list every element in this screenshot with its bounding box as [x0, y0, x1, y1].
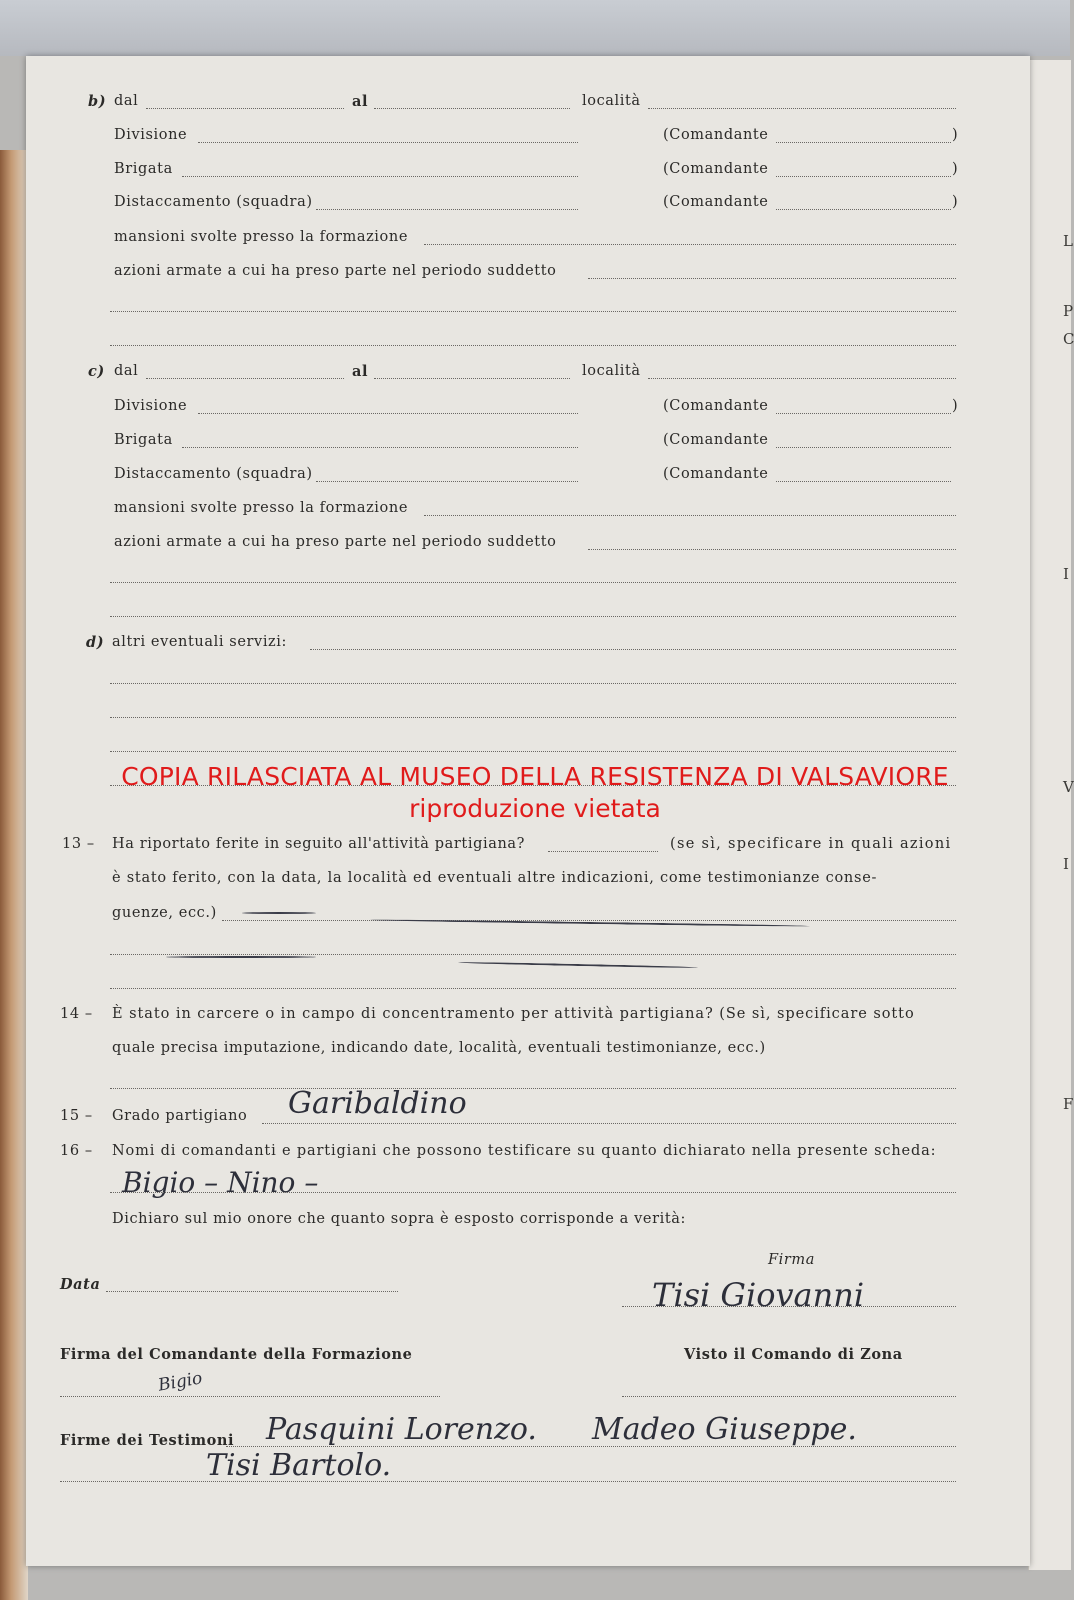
section-b-al-field[interactable]	[374, 108, 570, 109]
section-c-brigata-comandante-label: (Comandante	[663, 432, 769, 448]
section-c-azioni-field[interactable]	[588, 549, 956, 550]
section-b-azioni-field[interactable]	[588, 278, 956, 279]
testimoni-label: Firme dei Testimoni	[60, 1432, 235, 1449]
section-d-field-3[interactable]	[110, 717, 956, 718]
q16-handwritten-value: Bigio – Nino –	[122, 1166, 319, 1199]
side-letter: V	[1063, 778, 1074, 796]
firma-handwritten: Tisi Giovanni	[652, 1276, 865, 1314]
section-b-brigata-comandante-field[interactable]	[776, 176, 951, 177]
paren-close: )	[952, 398, 959, 414]
section-b-mansioni-field[interactable]	[424, 244, 956, 245]
section-c-divisione-field[interactable]	[198, 413, 578, 414]
section-b-divisione-comandante-label: (Comandante	[663, 127, 769, 143]
section-b-distaccamento-field[interactable]	[316, 209, 578, 210]
section-d-field-4[interactable]	[110, 751, 956, 752]
section-c-mansioni-label: mansioni svolte presso la formazione	[114, 500, 408, 516]
section-c-azioni-label: azioni armate a cui ha preso parte nel periodo suddetto	[114, 534, 557, 550]
section-c-brigata-label: Brigata	[114, 432, 173, 448]
section-b-brigata-comandante-label: (Comandante	[663, 161, 769, 177]
section-c-brigata-comandante-field[interactable]	[776, 447, 951, 448]
section-c-distaccamento-comandante-label: (Comandante	[663, 466, 769, 482]
q13-details-field-2[interactable]	[110, 954, 956, 955]
q15-number: 15 –	[60, 1108, 93, 1124]
q14-number: 14 –	[60, 1006, 93, 1022]
section-c-distaccamento-comandante-field[interactable]	[776, 481, 951, 482]
section-c-azioni-field-3[interactable]	[110, 616, 956, 617]
section-b-distaccamento-comandante-label: (Comandante	[663, 194, 769, 210]
visto-comando-label: Visto il Comando di Zona	[684, 1346, 903, 1363]
section-c-divisione-label: Divisione	[114, 398, 188, 414]
section-b-divisione-field[interactable]	[198, 142, 578, 143]
section-b-brigata-field[interactable]	[182, 176, 578, 177]
section-c-localita-label: località	[582, 363, 641, 379]
section-b-mansioni-label: mansioni svolte presso la formazione	[114, 229, 408, 245]
section-d-label: altri eventuali servizi:	[112, 634, 288, 650]
watermark-reproduction-notice: riproduzione vietata	[409, 794, 661, 823]
comandante-handwritten: Bigio	[156, 1368, 204, 1396]
section-b-azioni-field-3[interactable]	[110, 345, 956, 346]
firma-label: Firma	[768, 1252, 816, 1268]
section-b-divisione-comandante-field[interactable]	[776, 142, 951, 143]
section-b-localita-label: località	[582, 93, 641, 109]
section-d-field-2[interactable]	[110, 683, 956, 684]
side-letter: L	[1063, 232, 1073, 250]
side-letter: C	[1063, 330, 1074, 348]
section-c-al-field[interactable]	[374, 378, 570, 379]
section-c-dal-field[interactable]	[146, 378, 344, 379]
data-label: Data	[60, 1276, 101, 1293]
q16-number: 16 –	[60, 1143, 93, 1159]
section-b-azioni-label: azioni armate a cui ha preso parte nel periodo suddetto	[114, 263, 557, 279]
q13-question: Ha riportato ferite in seguito all'attività partigiana?	[112, 836, 526, 852]
declaration-text: Dichiaro sul mio onore che quanto sopra è esposto corrisponde a verità:	[112, 1211, 687, 1227]
section-b-brigata-label: Brigata	[114, 161, 173, 177]
section-b-divisione-label: Divisione	[114, 127, 188, 143]
q13-answer-field[interactable]	[548, 851, 658, 852]
watermark-copy-notice: COPIA RILASCIATA AL MUSEO DELLA RESISTENZA DI VALSAVIORE	[121, 762, 949, 791]
visto-comando-field[interactable]	[622, 1396, 956, 1397]
q13-details-field-3[interactable]	[110, 988, 956, 989]
q14-answer-field[interactable]	[110, 1088, 956, 1089]
comandante-formazione-field[interactable]	[60, 1396, 440, 1397]
section-b-localita-field[interactable]	[648, 108, 956, 109]
section-c-mansioni-field[interactable]	[424, 515, 956, 516]
q13-question-line3: guenze, ecc.)	[112, 905, 217, 921]
comandante-formazione-label: Firma del Comandante della Formazione	[60, 1346, 413, 1363]
section-b-dal-label: dal	[114, 93, 139, 109]
q16-field[interactable]	[110, 1192, 956, 1193]
section-b-distaccamento-label: Distaccamento (squadra)	[114, 194, 313, 210]
q15-label: Grado partigiano	[112, 1108, 248, 1124]
q14-question: È stato in carcere o in campo di concentramento per attività partigiana? (Se sì, specificare sotto	[112, 1006, 915, 1022]
date-field[interactable]	[106, 1291, 398, 1292]
side-letter: F	[1063, 1095, 1074, 1113]
testimone-signature: Madeo Giuseppe.	[592, 1412, 857, 1447]
section-c-distaccamento-field[interactable]	[316, 481, 578, 482]
testimoni-field-2[interactable]	[60, 1481, 956, 1482]
section-c-dal-label: dal	[114, 363, 139, 379]
q13-number: 13 –	[62, 836, 95, 852]
section-b-azioni-field-2[interactable]	[110, 311, 956, 312]
backdrop-left	[0, 150, 28, 1600]
testimone-signature: Tisi Bartolo.	[206, 1448, 392, 1483]
section-c-divisione-comandante-label: (Comandante	[663, 398, 769, 414]
section-b-al-label: al	[352, 93, 369, 110]
paren-close: )	[952, 194, 959, 210]
handwritten-dash	[458, 961, 698, 968]
q16-label: Nomi di comandanti e partigiani che possono testificare su quanto dichiarato nella presente scheda:	[112, 1143, 937, 1159]
section-d-field[interactable]	[310, 649, 956, 650]
section-c-divisione-comandante-field[interactable]	[776, 413, 951, 414]
q15-field[interactable]	[262, 1123, 956, 1124]
paren-close: )	[952, 161, 959, 177]
section-c-localita-field[interactable]	[648, 378, 956, 379]
section-c-al-label: al	[352, 363, 369, 380]
section-b-dal-field[interactable]	[146, 108, 344, 109]
q14-question-line2: quale precisa imputazione, indicando date, località, eventuali testimonianze, ecc.)	[112, 1040, 766, 1056]
handwritten-dash	[242, 912, 316, 914]
q15-handwritten-value: Garibaldino	[288, 1086, 467, 1121]
side-letter: I	[1063, 855, 1069, 873]
backdrop-top	[0, 0, 1070, 56]
q13-details-field[interactable]	[222, 920, 956, 921]
side-letter: P	[1063, 302, 1074, 320]
paren-close: )	[952, 127, 959, 143]
q13-question-line2: è stato ferito, con la data, la località ed eventuali altre indicazioni, come testimonianze conse-	[112, 870, 878, 886]
testimone-signature: Pasquini Lorenzo.	[266, 1412, 537, 1447]
section-c-distaccamento-label: Distaccamento (squadra)	[114, 466, 313, 482]
section-d-marker: d)	[86, 634, 105, 651]
section-b-distaccamento-comandante-field[interactable]	[776, 209, 951, 210]
q13-question-cont: (se sì, specificare in quali azioni	[670, 836, 952, 852]
handwritten-dash	[166, 956, 316, 958]
section-b-marker: b)	[88, 93, 107, 110]
side-letter: I	[1063, 565, 1069, 583]
section-c-marker: c)	[88, 363, 105, 380]
section-c-brigata-field[interactable]	[182, 447, 578, 448]
section-c-azioni-field-2[interactable]	[110, 582, 956, 583]
